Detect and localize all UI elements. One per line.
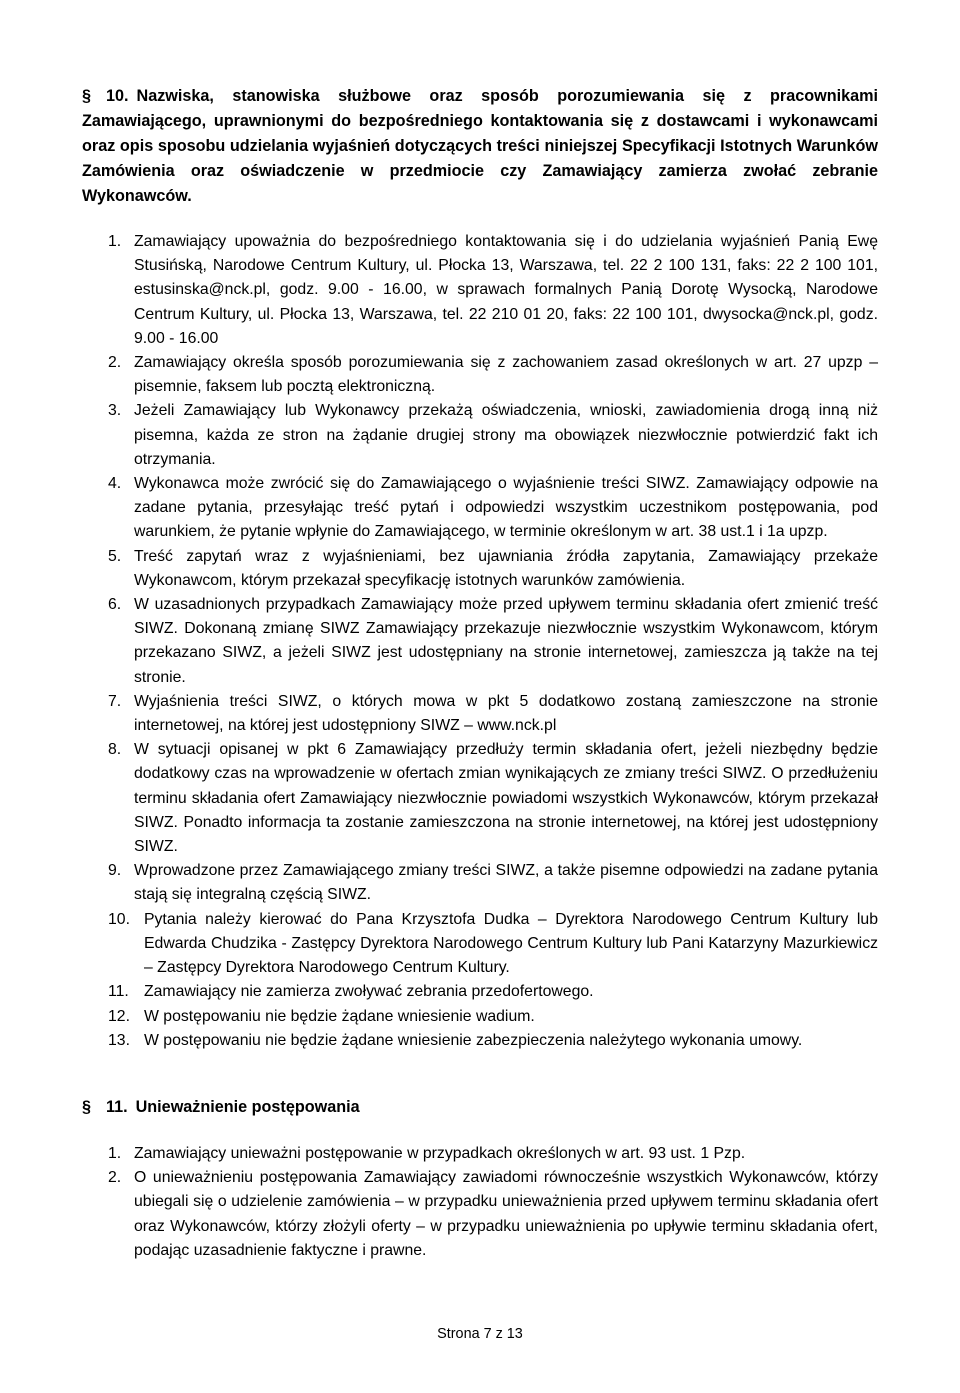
item-text: Jeżeli Zamawiający lub Wykonawcy przekażą oświadczenia, wnioski, zawiadomienia drogą inną niż pisemna, każda ze stron na żądanie drugiej strony ma obowiązek niezwłocznie potwierdzić fakt ich otrzymania. bbox=[134, 402, 878, 468]
item-number: 2. bbox=[108, 354, 122, 372]
list-item bbox=[108, 472, 878, 545]
item-number: 1. bbox=[108, 1145, 122, 1162]
total-pages-number: 13 bbox=[506, 1326, 523, 1342]
item-text: W postępowaniu nie będzie żądane wniesienie wadium. bbox=[144, 1007, 535, 1025]
list-item bbox=[108, 908, 878, 981]
item-text: Zamawiający określa sposób porozumiewania się z zachowaniem zasad określonych w art. 27 upzp – pisemnie, faksem lub pocztą elektroniczną. bbox=[134, 354, 878, 396]
page-label: Strona bbox=[437, 1326, 480, 1342]
page-footer bbox=[0, 1326, 960, 1342]
item-text: W postępowaniu nie będzie żądane wniesienie zabezpieczenia należytego wykonania umowy. bbox=[144, 1031, 803, 1049]
section-symbol: § bbox=[82, 87, 92, 105]
list-item bbox=[108, 545, 878, 593]
item-text: Zamawiający nie zamierza zwoływać zebrania przedofertowego. bbox=[144, 983, 594, 1001]
item-number: 13. bbox=[108, 1031, 130, 1049]
page-separator: z bbox=[495, 1326, 503, 1342]
item-text: O unieważnieniu postępowania Zamawiający zawiadomi równocześnie wszystkich Wykonawców, którzy ubiegali się o udzielenie zamówienia – w przypadku unieważnienia przed upływem terminu składania ofert oraz Wykonawców, którzy złożyli oferty – w przypadku unieważnienia po upływie terminu składania ofert, podając uzasadnienie faktyczne i prawne. bbox=[134, 1169, 878, 1259]
list-item bbox=[108, 738, 878, 859]
list-item bbox=[108, 1005, 878, 1029]
item-text: W sytuacji opisanej w pkt 6 Zamawiający przedłuży termin składania ofert, jeżeli niezbędny będzie dodatkowy czas na wprowadzenie w ofertach zmian wynikających ze zmiany treści SIWZ. O przedłużeniu terminu składania ofert Zamawiający niezwłocznie powiadomi wszystkich Wykonawców, którym przekazał SIWZ. Ponadto informacja ta zostanie zamieszczona na stronie internetowej, na której jest udostępniony SIWZ. bbox=[134, 741, 878, 856]
item-number: 5. bbox=[108, 547, 122, 565]
list-item bbox=[108, 1166, 878, 1263]
item-text: Pytania należy kierować do Pana Krzysztofa Dudka – Dyrektora Narodowego Centrum Kultury lub Edwarda Chudzika - Zastępcy Dyrektora Narodowego Centrum Kultury lub Pani Katarzyny Mazurkiewicz – Zastępcy Dyrektora Narodowego Centrum Kultury. bbox=[144, 910, 878, 977]
item-number: 8. bbox=[108, 741, 122, 759]
item-text: Zamawiający unieważni postępowanie w przypadkach określonych w art. 93 ust. 1 Pzp. bbox=[134, 1145, 746, 1162]
list-item bbox=[108, 1142, 878, 1166]
section-number: 10. bbox=[106, 87, 129, 105]
item-text: Wprowadzone przez Zamawiającego zmiany treści SIWZ, a także pisemne odpowiedzi na zadane pytania stają się integralną częścią SIWZ. bbox=[134, 862, 878, 904]
item-number: 2. bbox=[108, 1169, 122, 1187]
list-item bbox=[108, 1029, 878, 1053]
item-text: Wyjaśnienia treści SIWZ, o których mowa w pkt 5 dodatkowo zostaną zamieszczone na stronie internetowej, na której jest udostępniony SIWZ – www.nck.pl bbox=[134, 692, 878, 735]
section-number: 11. bbox=[106, 1098, 128, 1116]
item-number: 3. bbox=[108, 402, 122, 420]
item-number: 9. bbox=[108, 862, 122, 880]
section-symbol: § bbox=[82, 1098, 92, 1116]
item-number: 11. bbox=[108, 983, 129, 1001]
item-number: 12. bbox=[108, 1007, 130, 1025]
list-item bbox=[108, 859, 878, 907]
list-item bbox=[108, 690, 878, 738]
section-title: Nazwiska, stanowiska służbowe oraz sposób porozumiewania się z pracownikami Zamawiającego, uprawnionymi do bezpośredniego kontaktowania się z dostawcami i wykonawcami oraz opis sposobu udzielania wyjaśnień dotyczących treści niniejszej Specyfikacji Istotnych Warunków Zamówienia oraz oświadczenie w przedmiocie czy Zamawiający zamierza zwołać zebranie Wykonawców. bbox=[82, 87, 878, 205]
section-10-list bbox=[108, 230, 878, 1053]
item-number: 7. bbox=[108, 692, 122, 710]
current-page-number: 7 bbox=[483, 1326, 492, 1342]
section-title: Unieważnienie postępowania bbox=[135, 1098, 360, 1116]
section-10-heading bbox=[82, 84, 878, 209]
item-number: 4. bbox=[108, 475, 122, 493]
section-11-list bbox=[108, 1142, 878, 1263]
list-item bbox=[108, 593, 878, 690]
list-item bbox=[108, 230, 878, 351]
item-number: 6. bbox=[108, 596, 122, 614]
item-text: Wykonawca może zwrócić się do Zamawiającego o wyjaśnienie treści SIWZ. Zamawiający odpowie na zadane pytania, przesyłając treść pytań i odpowiedzi wszystkim uczestnikom postępowania, pod warunkiem, że pytanie wpłynie do Zamawiającego, w terminie określonym w art. 38 ust.1 i 1a upzp. bbox=[134, 475, 878, 541]
section-11-heading bbox=[82, 1095, 878, 1120]
item-text: Zamawiający upoważnia do bezpośredniego kontaktowania się i do udzielania wyjaśnień Panią Ewę Stusińską, Narodowe Centrum Kultury, ul. Płocka 13, Warszawa, tel. 22 2 100 131, faks: 22 2 100 101, estusinska@nck.pl, godz. 9.00 - 16.00, w sprawach formalnych Panią Dorotę Wysocką, Narodowe Centrum Kultury, ul. Płocka 13, Warszawa, tel. 22 210 01 20, faks: 22 100 101, dwysocka@nck.pl, godz. 9.00 - 16.00 bbox=[134, 233, 878, 347]
item-text: W uzasadnionych przypadkach Zamawiający może przed upływem terminu składania ofert zmienić treść SIWZ. Dokonaną zmianę SIWZ Zamawiający przekazuje niezwłocznie wszystkim Wykonawcom, którym przekazano SIWZ, a jeżeli SIWZ jest udostępniany na stronie internetowej, zamieszcza ją także na tej stronie. bbox=[134, 596, 878, 686]
list-item bbox=[108, 980, 878, 1004]
item-number: 10. bbox=[108, 910, 130, 928]
item-text: Treść zapytań wraz z wyjaśnieniami, bez ujawniania źródła zapytania, Zamawiający przekaże Wykonawcom, którym przekazał specyfikację istotnych warunków zamówienia. bbox=[134, 547, 878, 589]
list-item bbox=[108, 351, 878, 399]
item-number: 1. bbox=[108, 233, 122, 250]
list-item bbox=[108, 399, 878, 472]
